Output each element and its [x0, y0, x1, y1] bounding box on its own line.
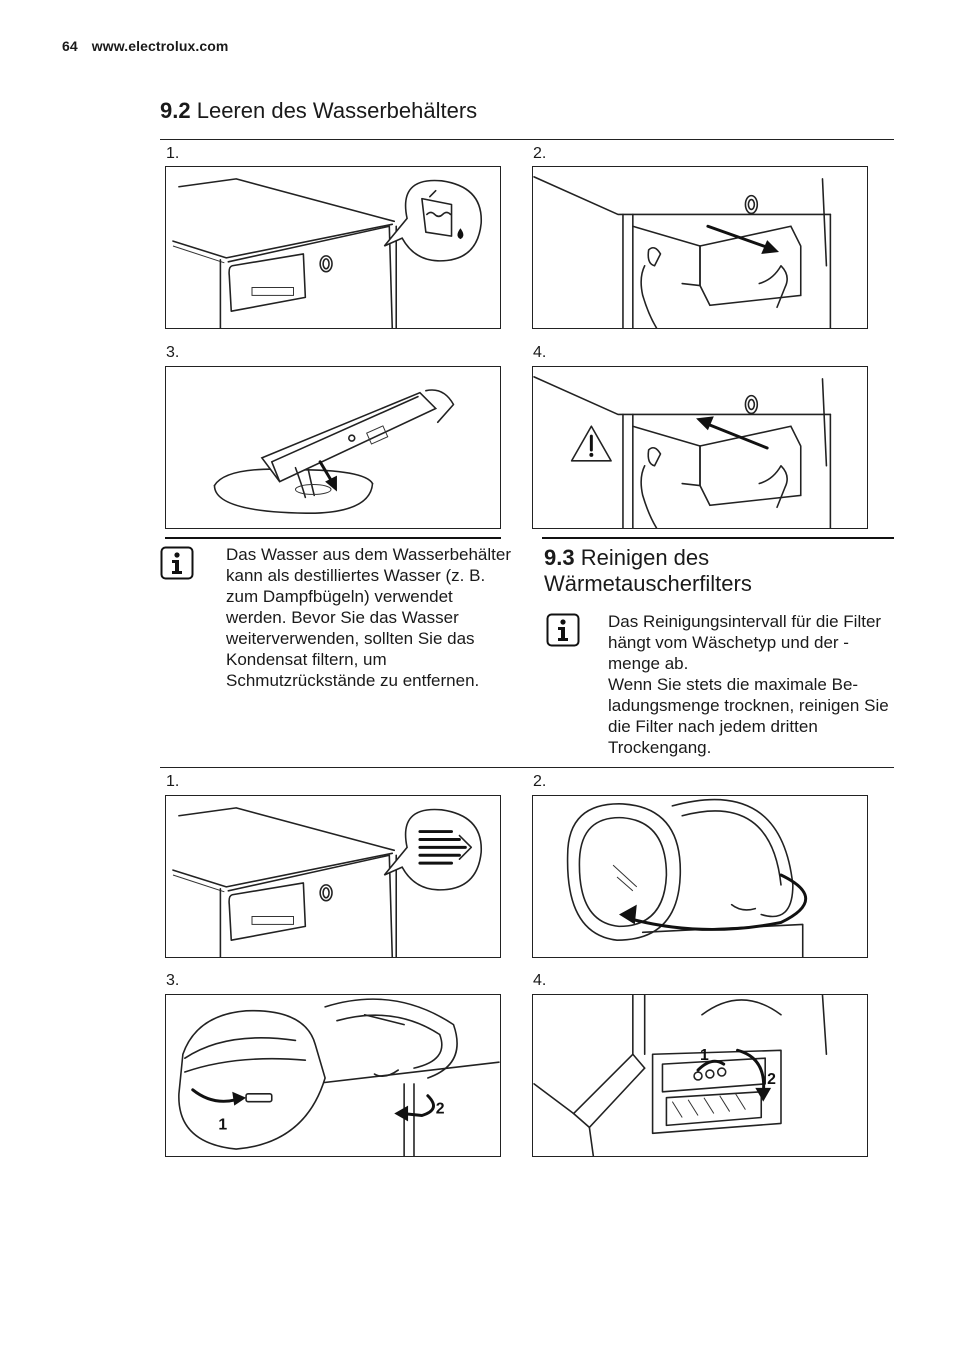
figure-filter-step-2 [532, 795, 868, 958]
step-label-4: 4. [533, 344, 547, 361]
warning-icon [572, 426, 612, 461]
note-rule-left [165, 537, 501, 539]
fig4-label-2: 2 [767, 1070, 776, 1088]
step-label-2: 2. [533, 145, 547, 162]
section-9-3-number: 9.3 [544, 545, 575, 570]
filter-step-label-2: 2. [533, 773, 547, 790]
figure-filter-step-1 [165, 795, 501, 958]
section-9-2-heading [160, 98, 477, 124]
info-icon [160, 546, 194, 585]
section-9-3-rule [542, 537, 894, 539]
section-9-3-heading [544, 545, 752, 597]
filter-step-label-3: 3. [166, 972, 180, 989]
figure-tank-step-4 [532, 366, 868, 529]
filter-step-label-4: 4. [533, 972, 547, 989]
page-number: 64 [62, 38, 78, 54]
page-header [62, 38, 228, 54]
section-divider [160, 139, 894, 140]
filter-step-label-1: 1. [166, 773, 180, 790]
step-label-3: 3. [166, 344, 180, 361]
fig3-label-2: 2 [435, 1100, 445, 1118]
cleaning-interval-note [608, 611, 896, 758]
fig4-label-1: 1 [700, 1047, 709, 1065]
figure-tank-step-1 [165, 166, 501, 329]
max-load-text: Wenn Sie stets die maximale Beladungsmenge trocknen, reinigen Sie die Filter nach jedem dritten Trockengang. [608, 675, 889, 757]
section-9-3-title-line1: Reinigen des [580, 545, 710, 570]
fig3-label-1: 1 [218, 1116, 228, 1134]
section-9-2-number: 9.2 [160, 98, 191, 123]
figure-tank-step-3 [165, 366, 501, 529]
cleaning-interval-text: Das Reinigungsintervall für die Filter hängt vom Wäschetyp und der -menge ab. [608, 612, 882, 673]
figure-tank-step-2 [532, 166, 868, 329]
water-reuse-note: Das Wasser aus dem Wasserbehälter kann als destilliertes Wasser (z. B. zum Dampfbügeln) verwendet werden. Bevor Sie das Wasser weiterverwenden, sollten Sie das Kondensat filtern, um Schmutzrückstände zu entfernen. [226, 545, 512, 690]
website-link[interactable]: www.electrolux.com [91, 38, 229, 54]
section-9-2-title: Leeren des Wasserbehälters [196, 98, 478, 123]
figure-filter-step-4 [532, 994, 868, 1157]
section-divider [160, 767, 894, 768]
info-icon [546, 613, 580, 652]
step-label-1: 1. [166, 145, 180, 162]
section-9-3-title-line2: Wärmetauscherfilters [544, 571, 752, 596]
figure-filter-step-3 [165, 994, 501, 1157]
